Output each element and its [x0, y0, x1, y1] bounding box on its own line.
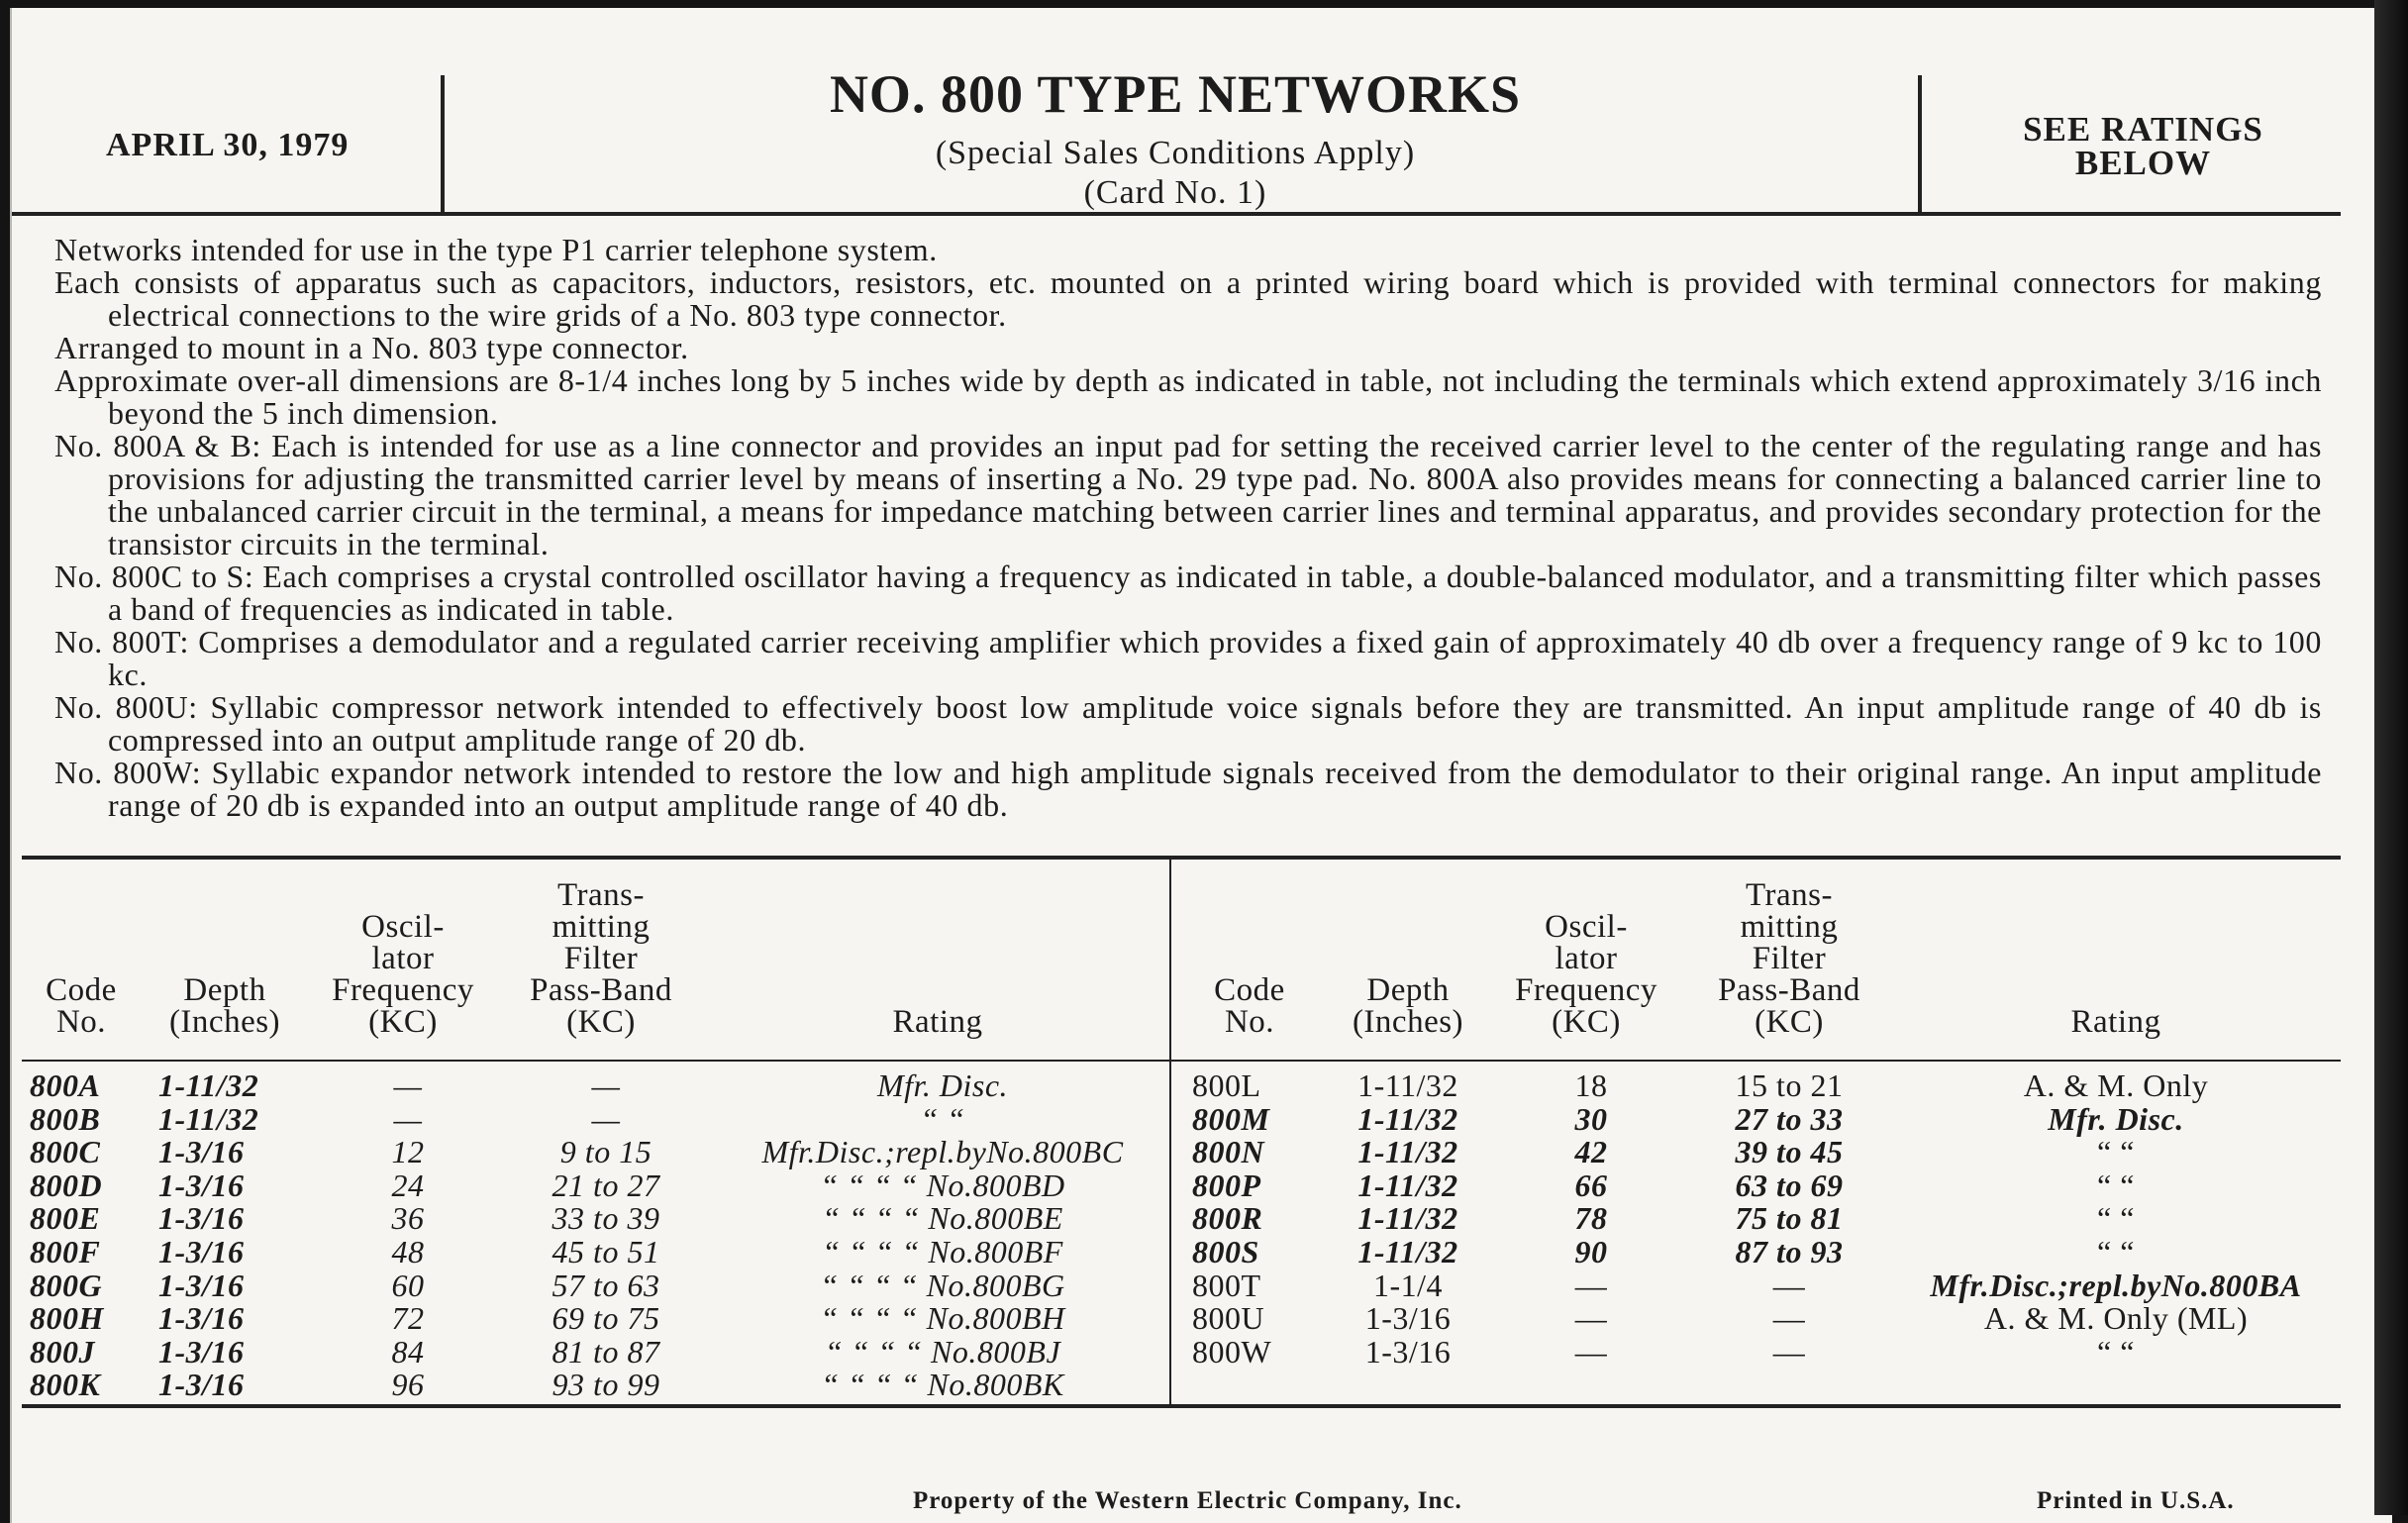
- header-depth: Depth (Inches): [168, 972, 281, 1040]
- cell-rating: “ “: [2097, 1134, 2135, 1170]
- cell-depth: 1-3/16: [158, 1167, 245, 1203]
- cell-rating: “ “ “ “ No.800BD: [820, 1167, 1065, 1203]
- cell-osc: 72: [391, 1300, 425, 1337]
- cell-rating: “ “ “ “ No.800BK: [821, 1367, 1064, 1403]
- cell-osc: 60: [391, 1267, 425, 1303]
- cell-code: 800S: [1192, 1234, 1259, 1269]
- cell-depth: 1-11/32: [1357, 1134, 1458, 1170]
- cell-code: 800N: [1192, 1134, 1265, 1170]
- cell-band: 9 to 15: [559, 1134, 652, 1170]
- cell-depth: 1-3/16: [158, 1134, 245, 1170]
- ratings-note-line2: BELOW: [2074, 144, 2212, 182]
- cell-band: —: [1772, 1300, 1806, 1337]
- cell-band: 75 to 81: [1735, 1200, 1844, 1237]
- header-oscillator: Oscil- lator Frequency (KC): [332, 909, 474, 1040]
- card-number: (Card No. 1): [1083, 174, 1267, 211]
- cell-code: 800H: [30, 1300, 104, 1337]
- description-para: No. 800T: Comprises a demodulator and a regulated carrier receiving amplifier which provides a fixed gain of approximately 40 db over a frequency range of 9 kc to 100 kc.: [54, 624, 2322, 692]
- ratings-note-line1: SEE RATINGS: [2023, 110, 2263, 149]
- cell-band: 93 to 99: [552, 1367, 660, 1403]
- scan-edge: [2374, 0, 2408, 1515]
- cell-osc: 18: [1574, 1067, 1608, 1103]
- description-para: Each consists of apparatus such as capacitors, inductors, resistors, etc. mounted on a printed wiring board which is provided with terminal connectors for making electrical connections to the wire grids of a No. 803 type connector.: [54, 264, 2322, 333]
- cell-code: 800K: [30, 1367, 101, 1403]
- cell-rating: Mfr. Disc.: [876, 1067, 1009, 1103]
- cell-code: 800E: [30, 1200, 101, 1237]
- cell-code: 800P: [1192, 1167, 1261, 1203]
- cell-rating: “ “ “ “ No.800BG: [820, 1267, 1065, 1303]
- description-para: Approximate over-all dimensions are 8-1/4 inches long by 5 inches wide by depth as indicated in table, not including the terminals which extend approximately 3/16 inch beyond the 5 inch dimension.: [54, 362, 2322, 431]
- cell-depth: 1-11/32: [158, 1100, 259, 1137]
- cell-band: 39 to 45: [1735, 1134, 1844, 1170]
- cell-depth: 1-3/16: [158, 1300, 245, 1337]
- header-rating: Rating: [2070, 1004, 2161, 1040]
- cell-rating: “ “: [2097, 1333, 2135, 1370]
- cell-rating: Mfr. Disc.: [2048, 1100, 2184, 1137]
- cell-code: 800L: [1192, 1067, 1261, 1103]
- table-top-rule: [22, 856, 2341, 860]
- cell-band: 21 to 27: [552, 1167, 660, 1203]
- cell-code: 800G: [30, 1267, 103, 1303]
- cell-code: 800B: [30, 1100, 101, 1137]
- cell-band: —: [591, 1100, 621, 1137]
- header-code: Code No.: [46, 972, 117, 1040]
- cell-code: 800T: [1192, 1267, 1261, 1303]
- cell-depth: 1-3/16: [1364, 1333, 1452, 1370]
- cell-band: —: [591, 1067, 621, 1103]
- footer-printed: Printed in U.S.A.: [2037, 1487, 2235, 1514]
- cell-depth: 1-3/16: [158, 1367, 245, 1403]
- cell-band: 33 to 39: [552, 1200, 660, 1237]
- table-center-divider: [1169, 860, 1171, 1404]
- cell-band: 69 to 75: [552, 1300, 660, 1337]
- cell-rating: “ “: [2097, 1200, 2135, 1237]
- header-rating: Rating: [892, 1004, 983, 1040]
- cell-osc: —: [1574, 1333, 1608, 1370]
- table-bottom-rule: [22, 1404, 2341, 1408]
- cell-rating: A. & M. Only (ML): [1983, 1300, 2249, 1337]
- footer-property: Property of the Western Electric Company, Inc.: [913, 1487, 1462, 1514]
- issue-date: APRIL 30, 1979: [106, 127, 350, 163]
- description-para: No. 800A & B: Each is intended for use as a line connector and provides an input pad for setting the received carrier level to the center of the regulating range and has provisions for adjusting the transmitted carrier level by means of inserting a No. 29 type pad. No. 800A also provides means for connecting a balanced carrier line to the unbalanced carrier circuit in the terminal, a means for impedance matching between carrier lines and terminal apparatus, and provides secondary protection for the transistor circuits in the terminal.: [54, 428, 2322, 561]
- cell-depth: 1-1/4: [1372, 1267, 1444, 1303]
- cell-code: 800J: [30, 1333, 95, 1370]
- header-depth: Depth (Inches): [1352, 972, 1464, 1040]
- cell-rating: “ “ “ “ No.800BH: [820, 1300, 1065, 1337]
- cell-osc: 12: [391, 1134, 425, 1170]
- cell-band: —: [1772, 1333, 1806, 1370]
- cell-code: 800M: [1192, 1100, 1270, 1137]
- cell-band: —: [1772, 1267, 1806, 1303]
- cell-band: 45 to 51: [552, 1234, 660, 1269]
- cell-rating: “ “ “ “ No.800BE: [822, 1200, 1063, 1237]
- description-para: Networks intended for use in the type P1 carrier telephone system.: [54, 232, 938, 267]
- description-para: No. 800W: Syllabic expandor network intended to restore the low and high amplitude signals received from the demodulator to their original range. An input amplitude range of 20 db is expanded into an output amplitude range of 40 db.: [54, 755, 2322, 823]
- cell-band: 27 to 33: [1735, 1100, 1844, 1137]
- cell-rating: Mfr.Disc.;repl.byNo.800BA: [1930, 1267, 2302, 1303]
- cell-code: 800A: [30, 1067, 101, 1103]
- description-para: Arranged to mount in a No. 803 type connector.: [54, 330, 689, 365]
- header-filter: Trans- mitting Filter Pass-Band (KC): [530, 877, 672, 1040]
- cell-osc: —: [393, 1067, 423, 1103]
- header-filter: Trans- mitting Filter Pass-Band (KC): [1718, 877, 1860, 1040]
- cell-rating: “ “ “ “ No.800BJ: [824, 1333, 1061, 1370]
- catalog-card: [10, 8, 2392, 1523]
- cell-code: 800C: [30, 1134, 101, 1170]
- cell-depth: 1-11/32: [1357, 1200, 1458, 1237]
- cell-osc: 48: [391, 1234, 425, 1269]
- cell-osc: —: [1574, 1267, 1608, 1303]
- cell-depth: 1-3/16: [1364, 1300, 1452, 1337]
- cell-rating: “ “ “ “ No.800BF: [822, 1234, 1063, 1269]
- cell-osc: 96: [391, 1367, 425, 1403]
- cell-osc: 42: [1574, 1134, 1608, 1170]
- cell-depth: 1-11/32: [1357, 1100, 1458, 1137]
- header-code: Code No.: [1214, 972, 1285, 1040]
- cell-band: 81 to 87: [552, 1333, 660, 1370]
- cell-code: 800W: [1192, 1333, 1272, 1370]
- card-header: [12, 8, 2392, 213]
- cell-osc: —: [1574, 1300, 1608, 1337]
- description: [54, 234, 2322, 822]
- cell-rating: “ “: [2097, 1167, 2135, 1203]
- cell-depth: 1-3/16: [158, 1234, 245, 1269]
- cell-osc: 24: [391, 1167, 425, 1203]
- cell-osc: 36: [391, 1200, 425, 1237]
- cell-band: 63 to 69: [1735, 1167, 1844, 1203]
- page-title: NO. 800 TYPE NETWORKS: [829, 64, 1522, 124]
- cell-depth: 1-11/32: [1357, 1167, 1458, 1203]
- cell-code: 800F: [30, 1234, 101, 1269]
- cell-osc: 84: [391, 1333, 425, 1370]
- cell-code: 800D: [30, 1167, 103, 1203]
- description-para: No. 800C to S: Each comprises a crystal controlled oscillator having a frequency as indicated in table, a double-balanced modulator, and a transmitting filter which passes a band of frequencies as indicated in table.: [54, 558, 2322, 627]
- cell-code: 800R: [1192, 1200, 1263, 1237]
- cell-depth: 1-11/32: [158, 1067, 259, 1103]
- cell-rating: “ “: [2097, 1234, 2135, 1269]
- cell-osc: 90: [1574, 1234, 1608, 1269]
- cell-rating: “ “: [920, 1100, 965, 1137]
- cell-depth: 1-3/16: [158, 1200, 245, 1237]
- cell-depth: 1-3/16: [158, 1333, 245, 1370]
- header-rule: [12, 212, 2341, 216]
- header-oscillator: Oscil- lator Frequency (KC): [1515, 909, 1657, 1040]
- description-para: No. 800U: Syllabic compressor network intended to effectively boost low amplitude voice signals before they are transmitted. An input amplitude range of 40 db is compressed into an output amplitude range of 20 db.: [54, 689, 2322, 758]
- cell-code: 800U: [1192, 1300, 1265, 1337]
- cell-osc: 66: [1574, 1167, 1608, 1203]
- page-subtitle: (Special Sales Conditions Apply): [935, 135, 1416, 171]
- table-header-rule: [22, 1060, 2341, 1062]
- cell-rating: Mfr.Disc.;repl.byNo.800BC: [761, 1134, 1124, 1170]
- ratings-note: [1928, 110, 2358, 182]
- cell-band: 87 to 93: [1735, 1234, 1844, 1269]
- cell-osc: 30: [1574, 1100, 1608, 1137]
- cell-band: 15 to 21: [1735, 1067, 1844, 1103]
- cell-depth: 1-11/32: [1357, 1067, 1458, 1103]
- cell-osc: —: [393, 1100, 423, 1137]
- cell-band: 57 to 63: [552, 1267, 660, 1303]
- cell-osc: 78: [1574, 1200, 1608, 1237]
- cell-depth: 1-11/32: [1357, 1234, 1458, 1269]
- header-divider-right: [1918, 75, 1922, 214]
- cell-rating: A. & M. Only: [2023, 1067, 2209, 1103]
- cell-depth: 1-3/16: [158, 1267, 245, 1303]
